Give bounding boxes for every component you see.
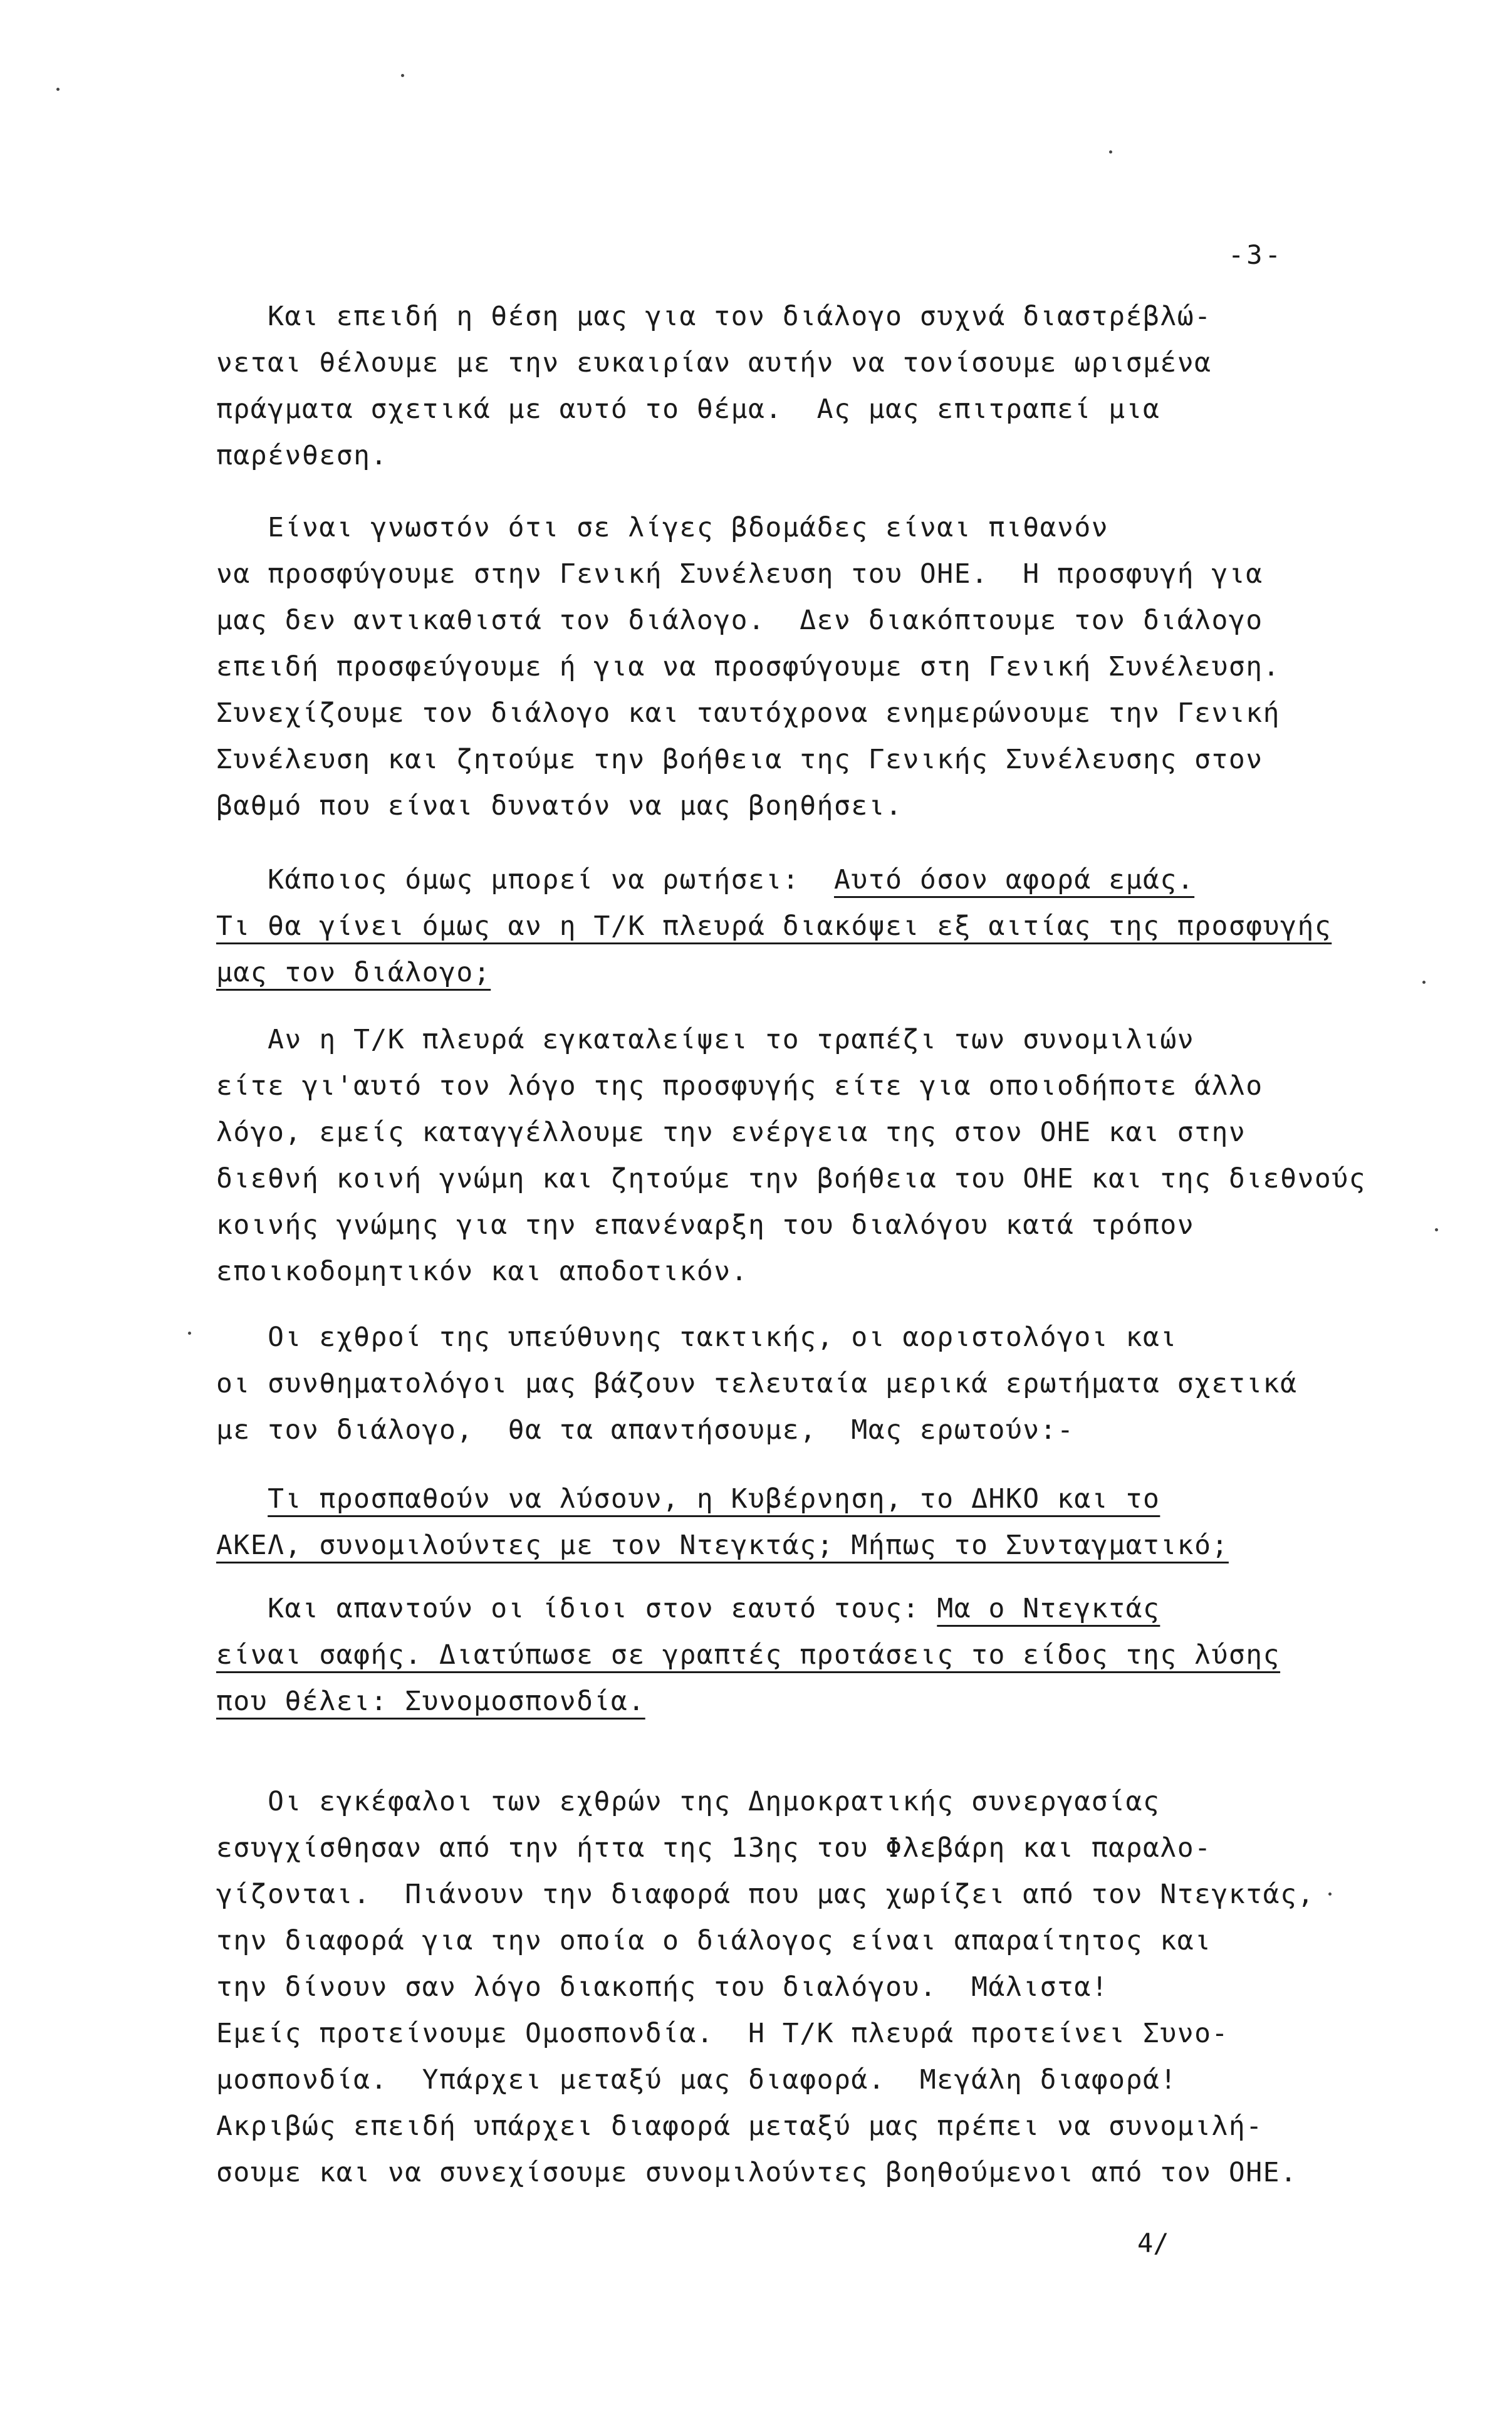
scan-speck [1435, 1228, 1438, 1231]
text-line: σουμε και να συνεχίσουμε συνομιλούντες βοηθούμενοι από τον ΟΗΕ. [216, 2157, 1298, 2188]
underlined-text: μας τον διάλογο; [216, 957, 491, 988]
scan-speck [1422, 981, 1426, 984]
text-line: την διαφορά για την οποία ο διάλογος είναι απαραίτητος και [216, 1925, 1212, 1956]
text-line: εποικοδομητικόν και αποδοτικόν. [216, 1256, 749, 1287]
text-line [216, 1522, 1463, 1568]
paragraph-critics [216, 1314, 1463, 1453]
underlined-text: Αυτό όσον αφορά εμάς. [833, 864, 1195, 895]
text-line: γίζονται. Πιάνουν την διαφορά που μας χωρίζει από τον Ντεγκτάς, [216, 1879, 1315, 1910]
page-number: -3- [1228, 239, 1283, 270]
text-line: Αν η Τ/Κ πλευρά εγκαταλείψει το τραπέζι των συνομιλιών [216, 1024, 1195, 1055]
text-line: να προσφύγουμε στην Γενική Συνέλευση του ΟΗΕ. Η προσφυγή για [216, 558, 1263, 590]
underlined-text: Τι θα γίνει όμως αν η Τ/Κ πλευρά διακόψει εξ αιτίας της προσφυγής [216, 911, 1332, 942]
paragraph-dialogue-intro [216, 293, 1463, 479]
scan-speck [188, 1332, 191, 1335]
text-line: διεθνή κοινή γνώμη και ζητούμε την βοήθεια του ΟΗΕ και της διεθνούς [216, 1163, 1367, 1194]
text-line: Εμείς προτείνουμε Ομοσπονδία. Η Τ/Κ πλευρά προτείνει Συνο- [216, 2018, 1229, 2049]
underlined-text: που θέλει: Συνομοσπονδία. [216, 1686, 645, 1717]
paragraph-critics-answer [216, 1585, 1463, 1725]
text-line [216, 857, 1463, 903]
text-line [216, 1632, 1463, 1678]
paragraph-question [216, 857, 1463, 996]
underlined-text: Μα ο Ντεγκτάς [937, 1593, 1160, 1624]
text-line: βαθμό που είναι δυνατόν να μας βοηθήσει. [216, 790, 903, 822]
text-line: παρένθεση. [216, 440, 388, 471]
text-line: εσυγχίσθησαν από την ήττα της 13ης του Φλεβάρη και παραλο- [216, 1832, 1212, 1864]
continuation-page-marker: 4/ [1137, 2228, 1169, 2258]
text-line [216, 949, 1463, 996]
text-line: νεται θέλουμε με την ευκαιρίαν αυτήν να τονίσουμε ωρισμένα [216, 347, 1212, 378]
text-line: Ακριβώς επειδή υπάρχει διαφορά μεταξύ μας πρέπει να συνομιλή- [216, 2111, 1263, 2142]
underlined-text: Τι προσπαθούν να λύσουν, η Κυβέρνηση, το ΔΗΚΟ και το [268, 1483, 1160, 1515]
text-line [216, 1678, 1463, 1725]
scan-speck [1328, 1892, 1332, 1896]
text-segment [216, 1483, 268, 1515]
text-line: μας δεν αντικαθιστά τον διάλογο. Δεν διακόπτουμε τον διάλογο [216, 605, 1263, 636]
text-line: Οι εγκέφαλοι των εχθρών της Δημοκρατικής συνεργασίας [216, 1786, 1160, 1817]
text-line: Συνεχίζουμε τον διάλογο και ταυτόχρονα ενημερώνουμε την Γενική [216, 697, 1281, 729]
paragraph-tc-side-response [216, 1016, 1463, 1295]
text-line: επειδή προσφεύγουμε ή για να προσφύγουμε στη Γενική Συνέλευση. [216, 651, 1281, 682]
text-segment: Κάποιος όμως μπορεί να ρωτήσει: [216, 864, 834, 895]
text-line: την δίνουν σαν λόγο διακοπής του διαλόγου. Μάλιστα! [216, 1971, 1109, 2003]
scan-speck [401, 74, 404, 77]
scan-speck [56, 88, 60, 91]
text-line: Συνέλευση και ζητούμε την βοήθεια της Γενικής Συνέλευσης στον [216, 744, 1263, 775]
underlined-text: ΑΚΕΛ, συνομιλούντες με τον Ντεγκτάς; Μήπως το Συνταγματικό; [216, 1530, 1229, 1561]
paragraph-critics-question [216, 1476, 1463, 1568]
text-line: είτε γι'αυτό τον λόγο της προσφυγής είτε για οποιοδήποτε άλλο [216, 1070, 1263, 1102]
paragraph-federation-difference [216, 1778, 1463, 2196]
text-line: Είναι γνωστόν ότι σε λίγες βδομάδες είναι πιθανόν [216, 512, 1109, 543]
text-line [216, 1476, 1463, 1522]
underlined-text: είναι σαφής. Διατύπωσε σε γραπτές προτάσεις το είδος της λύσης [216, 1639, 1281, 1671]
text-line: λόγο, εμείς καταγγέλλουμε την ενέργεια της στον ΟΗΕ και στην [216, 1117, 1246, 1148]
text-line: πράγματα σχετικά με αυτό το θέμα. Ας μας επιτραπεί μια [216, 394, 1160, 425]
text-line: κοινής γνώμης για την επανέναρξη του διαλόγου κατά τρόπον [216, 1209, 1195, 1241]
text-line [216, 903, 1463, 949]
text-line: Και επειδή η θέση μας για τον διάλογο συχνά διαστρέβλώ- [216, 301, 1212, 332]
text-line: μοσπονδία. Υπάρχει μεταξύ μας διαφορά. Μεγάλη διαφορά! [216, 2064, 1177, 2096]
text-line: με τον διάλογο, θα τα απαντήσουμε, Μας ερωτούν:- [216, 1414, 1075, 1446]
paragraph-un-appeal [216, 504, 1463, 829]
text-line: Οι εχθροί της υπεύθυνης τακτικής, οι αοριστολόγοι και [216, 1322, 1177, 1353]
scan-speck [1109, 150, 1112, 154]
text-line: οι συνθηματολόγοι μας βάζουν τελευταία μερικά ερωτήματα σχετικά [216, 1368, 1298, 1399]
text-segment: Και απαντούν οι ίδιοι στον εαυτό τους: [216, 1593, 937, 1624]
text-line [216, 1585, 1463, 1632]
